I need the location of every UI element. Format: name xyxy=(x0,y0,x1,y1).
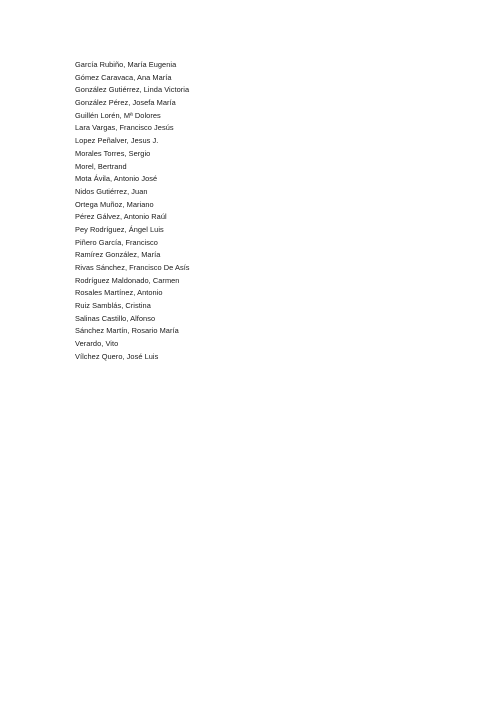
list-item: Morel, Bertrand xyxy=(75,161,127,171)
list-item: Pey Rodríguez, Ángel Luis xyxy=(75,224,164,234)
list-item: Mota Ávila, Antonio José xyxy=(75,174,158,184)
list-item: Ramírez González, María xyxy=(75,250,161,260)
list-item: Lopez Peñalver, Jesus J. xyxy=(75,136,159,146)
list-item: Ruiz Samblás, Cristina xyxy=(75,301,151,311)
list-item: Rodríguez Maldonado, Carmen xyxy=(75,275,180,285)
list-item: Verardo, Vito xyxy=(75,339,119,349)
list-item: González Gutiérrez, Linda Victoria xyxy=(75,85,190,95)
list-item: Vílchez Quero, José Luis xyxy=(75,351,159,361)
list-item: Rivas Sánchez, Francisco De Asís xyxy=(75,263,190,272)
name-list xyxy=(75,59,190,364)
list-item: Piñero García, Francisco xyxy=(75,237,158,247)
list-item: Rosales Martínez, Antonio xyxy=(75,288,163,298)
list-item: Pérez Gálvez, Antonio Raúl xyxy=(75,212,167,222)
list-item: García Rubiño, María Eugenia xyxy=(75,60,177,69)
list-item: Lara Vargas, Francisco Jesús xyxy=(75,123,174,133)
list-item: Gómez Caravaca, Ana María xyxy=(75,72,172,82)
list-item: Ortega Muñoz, Mariano xyxy=(75,199,154,209)
list-item: González Pérez, Josefa María xyxy=(75,98,176,108)
list-item: Sánchez Martín, Rosario María xyxy=(75,326,179,336)
list-item: Salinas Castillo, Alfonso xyxy=(75,313,156,323)
list-item: Nidos Gutiérrez, Juan xyxy=(75,186,148,196)
list-item: Guillén Lorén, Mª Dolores xyxy=(75,110,161,120)
list-item: Morales Torres, Sergio xyxy=(75,148,151,158)
